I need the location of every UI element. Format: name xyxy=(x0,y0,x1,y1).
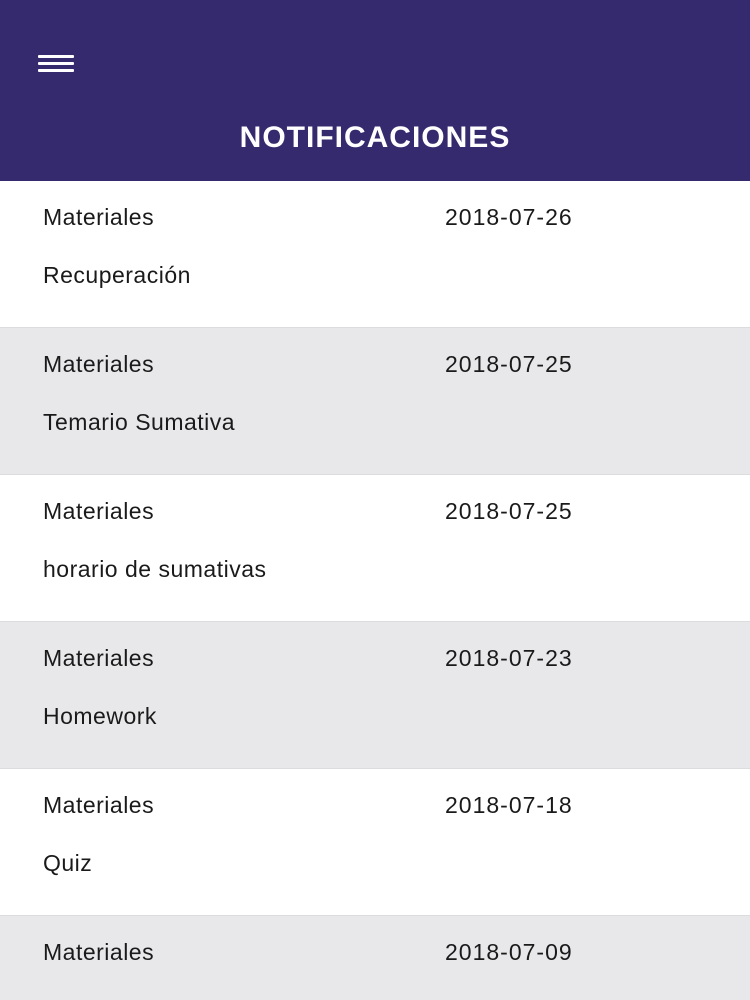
notification-category: Materiales xyxy=(43,645,155,671)
notification-item[interactable] xyxy=(0,769,750,916)
notification-category: Materiales xyxy=(43,204,155,230)
notification-date: 2018-07-25 xyxy=(445,351,573,377)
menu-button[interactable] xyxy=(30,44,82,82)
notification-date: 2018-07-25 xyxy=(445,498,573,524)
notification-item[interactable] xyxy=(0,328,750,475)
notification-category: Materiales xyxy=(43,498,155,524)
app-header xyxy=(0,0,750,181)
notification-description: Temario Sumativa xyxy=(43,409,236,435)
notification-category: Materiales xyxy=(43,351,155,377)
page-title: NOTIFICACIONES xyxy=(239,121,511,154)
notification-date: 2018-07-09 xyxy=(445,939,573,965)
notification-description: Homework xyxy=(43,703,157,729)
notification-category: Materiales xyxy=(43,939,155,965)
notification-item[interactable] xyxy=(0,916,750,1000)
notification-category: Materiales xyxy=(43,792,155,818)
notification-date: 2018-07-18 xyxy=(445,792,573,818)
notifications-list xyxy=(0,181,750,1000)
notification-item[interactable] xyxy=(0,475,750,622)
notification-date: 2018-07-26 xyxy=(445,204,573,230)
notification-description: Quiz xyxy=(43,850,93,876)
notification-date: 2018-07-23 xyxy=(445,645,573,671)
notification-description: horario de sumativas xyxy=(43,556,267,582)
notification-description: Recuperación xyxy=(43,262,191,288)
notification-item[interactable] xyxy=(0,622,750,769)
notification-item[interactable] xyxy=(0,181,750,328)
